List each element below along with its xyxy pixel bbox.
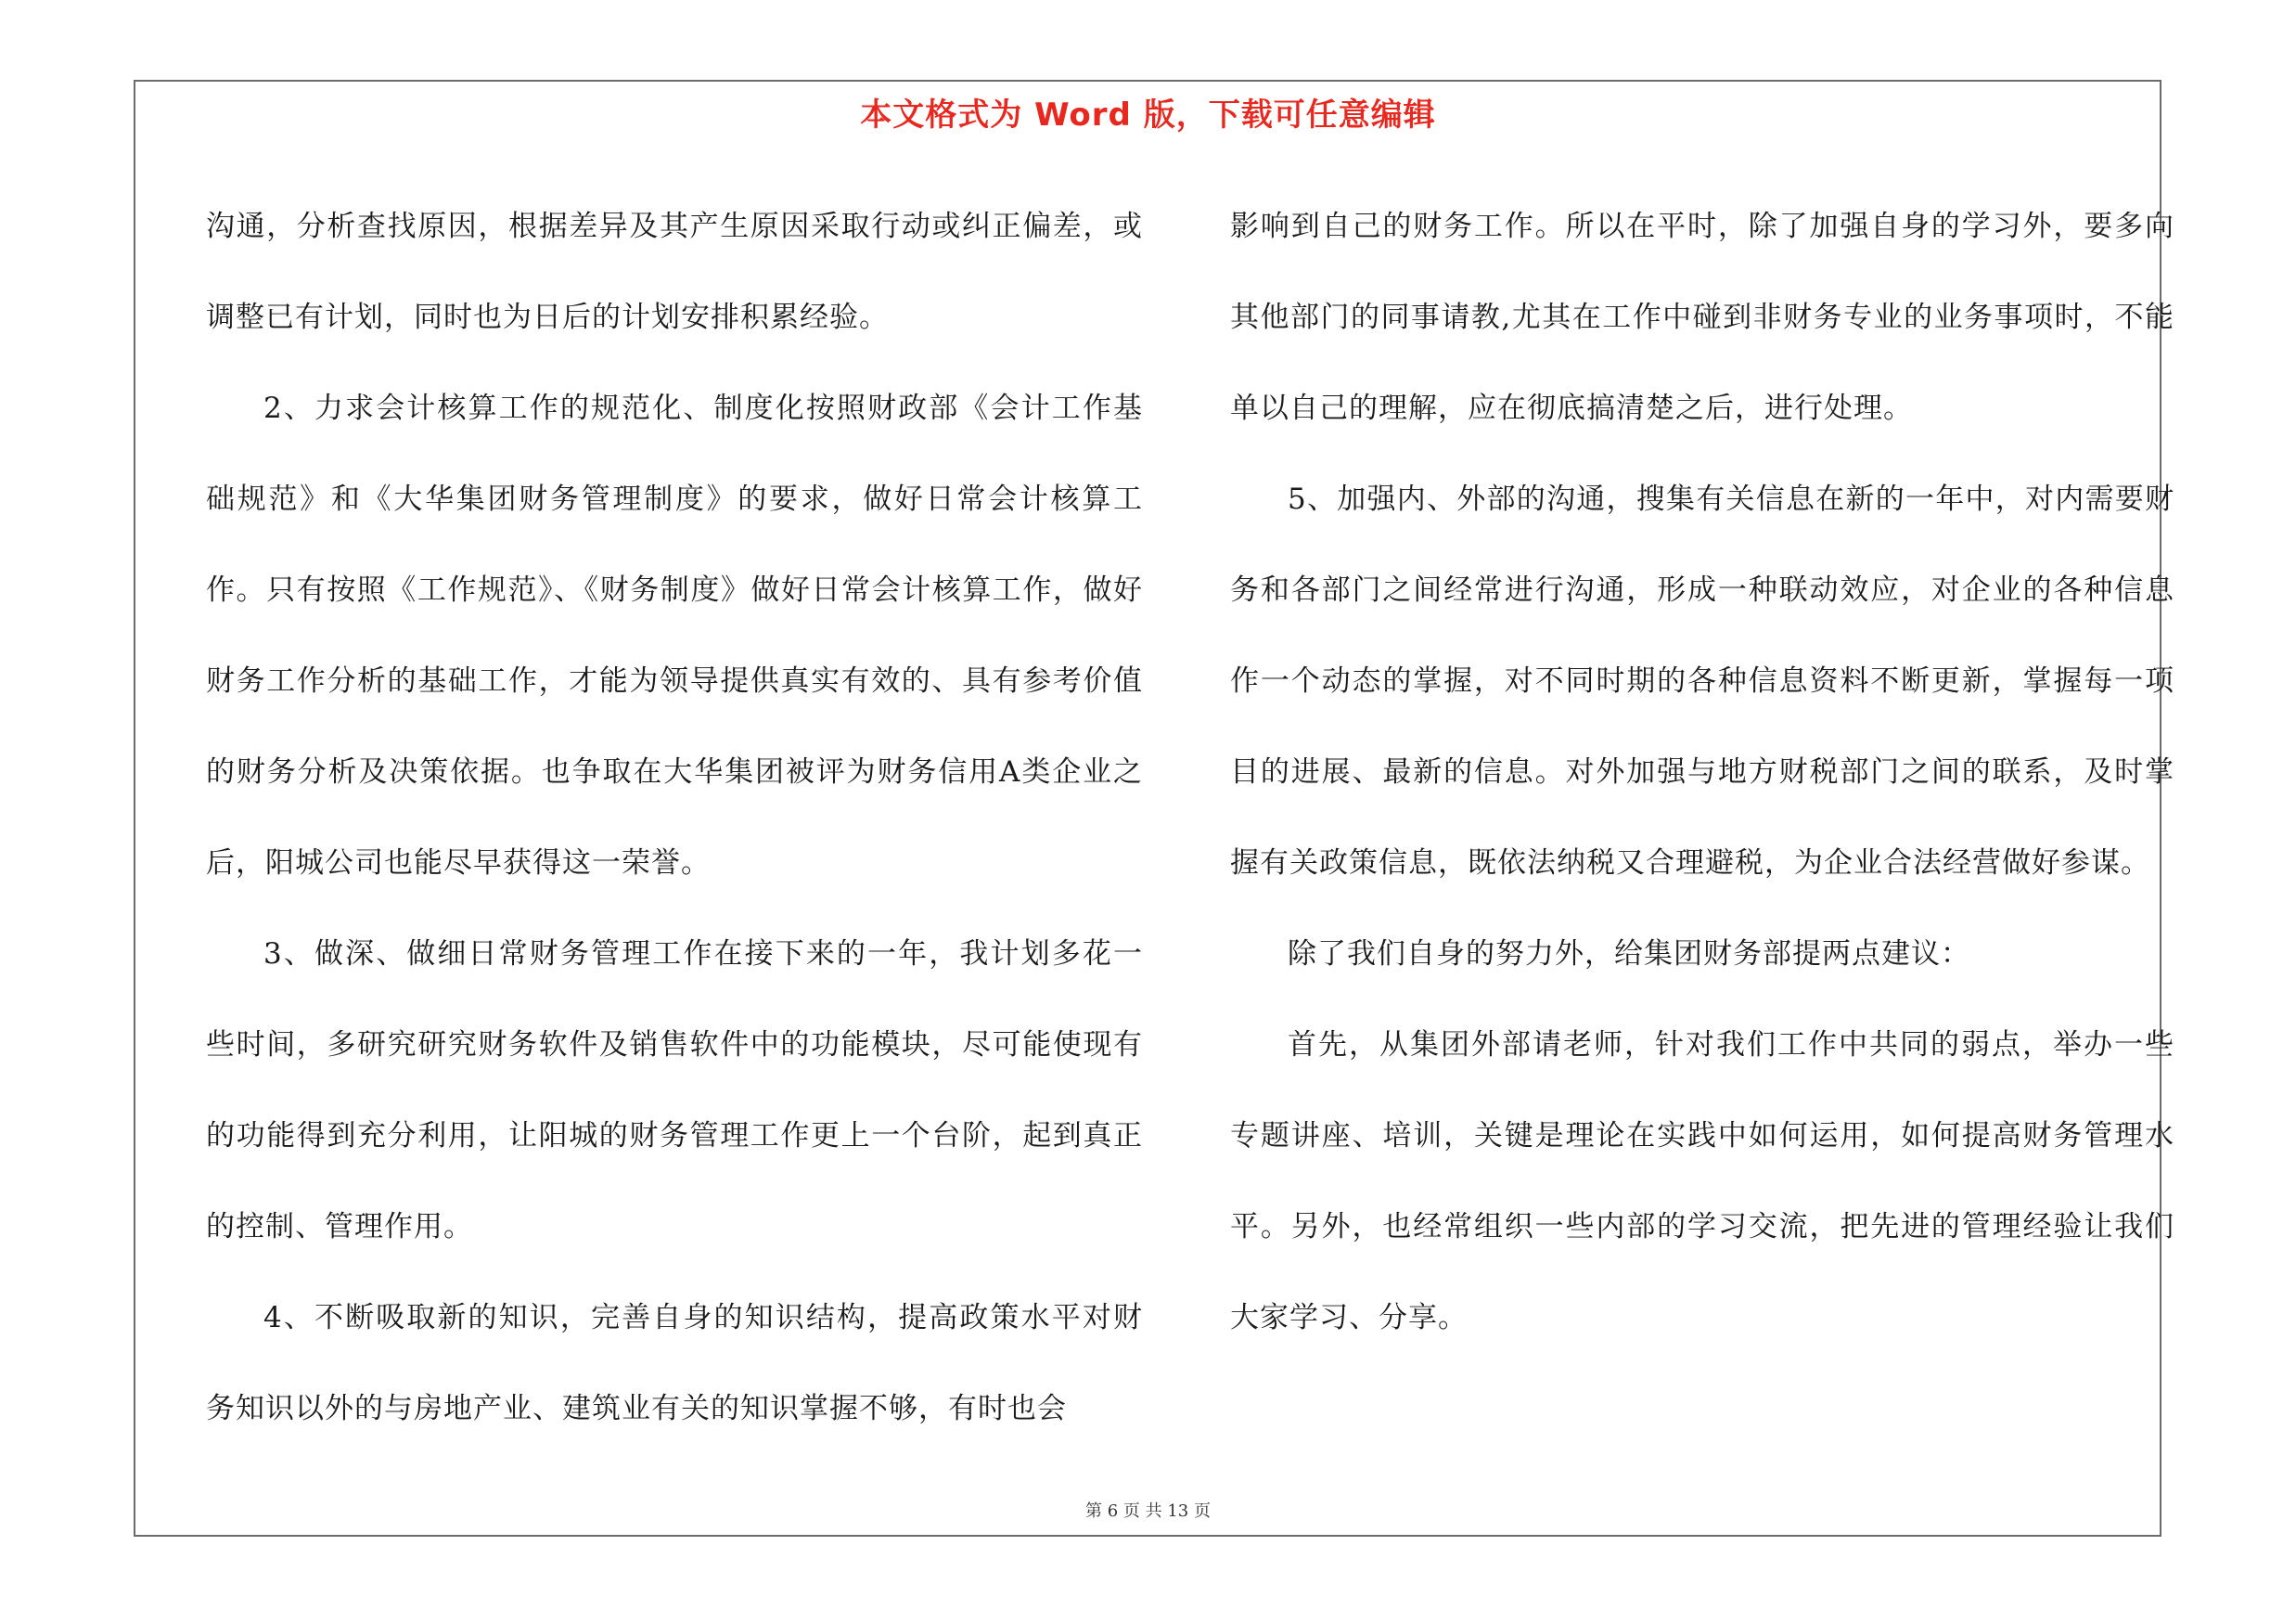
paragraph: 2、力求会计核算工作的规范化、制度化按照财政部《会计工作基础规范》和《大华集团财务管理制度》的要求，做好日常会计核算工作。只有按照《工作规范》、《财务制度》做好日常会计核算工作，做好财务工作分析的基础工作，才能为领导提供真实有效的、具有参考价值的财务分析及决策依据。也争取在大华集团被评为财务信用A类企业之后，阳城公司也能尽早获得这一荣誉。 — [206, 392, 1143, 880]
right-text-column — [1230, 181, 2174, 1363]
paragraph: 3、做深、做细日常财务管理工作在接下来的一年，我计划多花一些时间，多研究研究财务软件及销售软件中的功能模块，尽可能使现有的功能得到充分利用，让阳城的财务管理工作更上一个台阶，起到真正的控制、管理作用。 — [206, 937, 1143, 1243]
word-format-banner: 本文格式为 Word 版，下载可任意编辑 — [860, 97, 1436, 134]
left-text-column — [206, 181, 1143, 1454]
paragraph: 5、加强内、外部的沟通，搜集有关信息在新的一年中，对内需要财务和各部门之间经常进行沟通，形成一种联动效应，对企业的各种信息作一个动态的掌握，对不同时期的各种信息资料不断更新，掌握每一项目的进展、最新的信息。对外加强与地方财税部门之间的联系，及时掌握有关政策信息，既依法纳税又合理避税，为企业合法经营做好参谋。 — [1230, 483, 2174, 880]
paragraph: 除了我们自身的努力外，给集团财务部提两点建议： — [1288, 937, 1970, 971]
paragraph: 首先，从集团外部请老师，针对我们工作中共同的弱点，举办一些专题讲座、培训，关键是理论在实践中如何运用，如何提高财务管理水平。另外，也经常组织一些内部的学习交流，把先进的管理经验让我们大家学习、分享。 — [1230, 1028, 2174, 1334]
page-number: 第 6 页 共 13 页 — [1085, 1501, 1211, 1521]
paragraph: 影响到自己的财务工作。所以在平时，除了加强自身的学习外，要多向其他部门的同事请教,尤其在工作中碰到非财务专业的业务事项时，不能单以自己的理解，应在彻底搞清楚之后，进行处理。 — [1230, 210, 2174, 425]
paragraph: 沟通，分析查找原因，根据差异及其产生原因采取行动或纠正偏差，或调整已有计划，同时也为日后的计划安排积累经验。 — [206, 210, 1143, 334]
paragraph: 4、不断吸取新的知识，完善自身的知识结构，提高政策水平对财务知识以外的与房地产业、建筑业有关的知识掌握不够，有时也会 — [206, 1301, 1143, 1425]
